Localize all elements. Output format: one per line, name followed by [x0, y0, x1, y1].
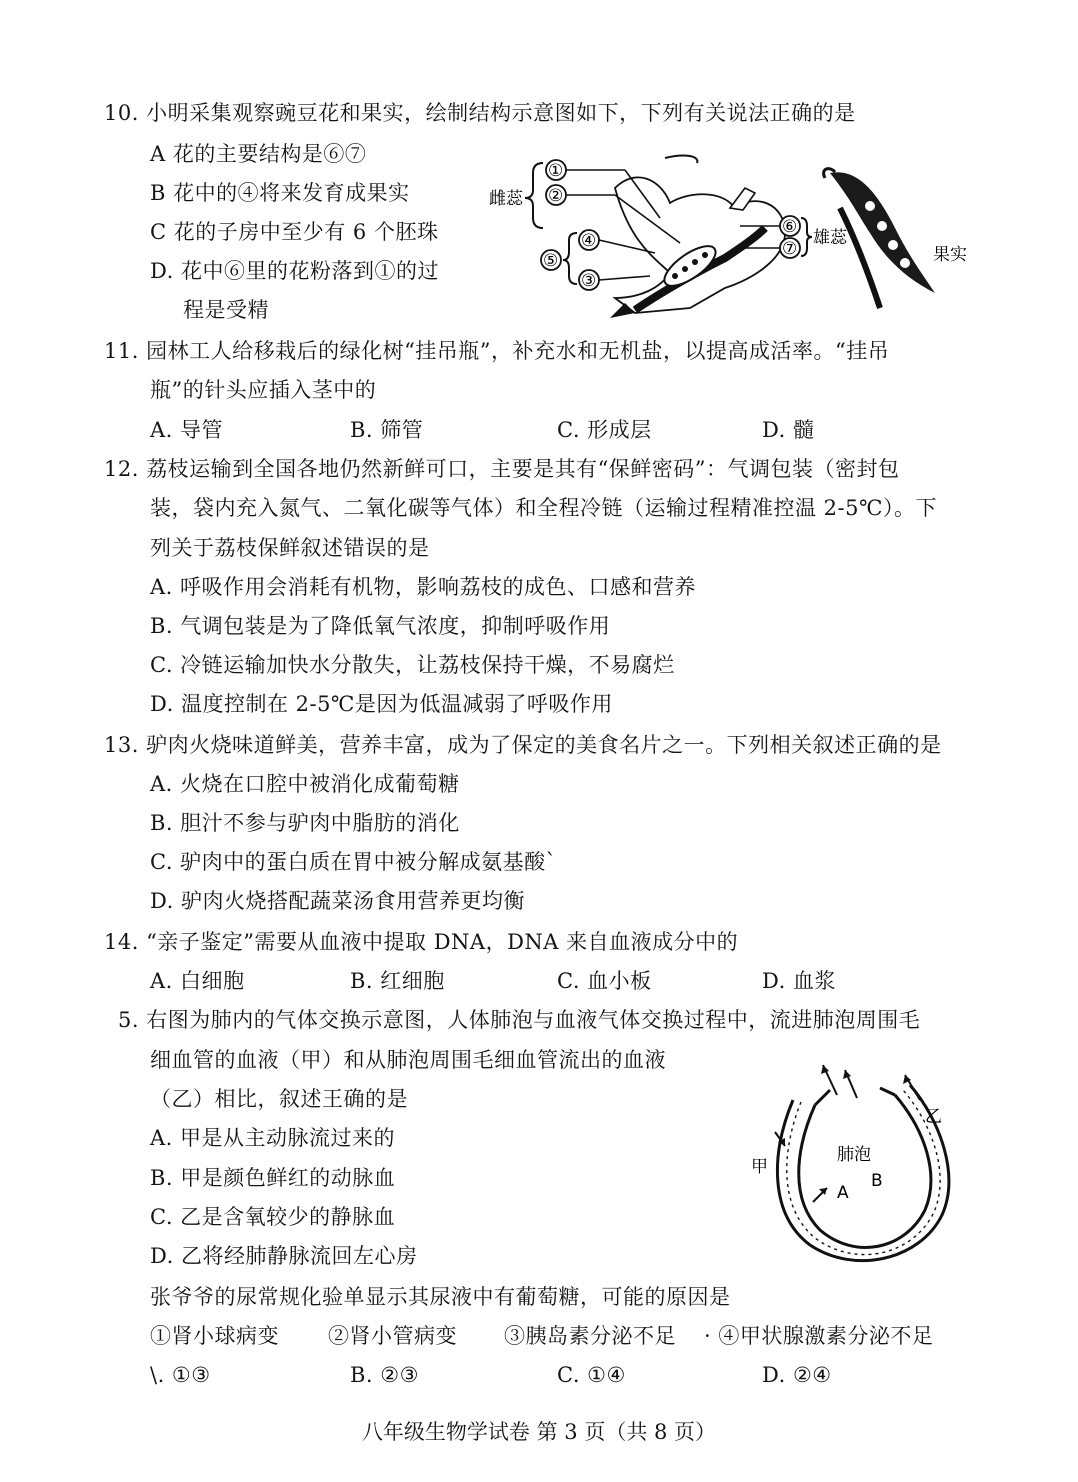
- q10-option-d-cont: 程是受精: [183, 298, 269, 322]
- q16-choice-1: ①肾小球病变: [150, 1324, 279, 1348]
- q15-stem-line-2: 细血管的血液（甲）和从肺泡周围毛细血管流出的血液: [150, 1048, 666, 1072]
- q12-option-a: A. 呼吸作用会消耗有机物，影响荔枝的成色、口感和营养: [150, 575, 697, 599]
- q11-stem-line-2: 瓶”的针头应插入茎中的: [150, 378, 377, 402]
- q14-option-a: A. 白细胞: [150, 969, 245, 993]
- q16-option-a: \. ①③: [150, 1363, 211, 1387]
- q13-option-a: A. 火烧在口腔中被消化成葡萄糖: [150, 772, 460, 796]
- q14-option-b: B. 红细胞: [350, 969, 445, 993]
- q12-stem-line-2: 装，袋内充入氮气、二氧化碳等气体）和全程冷链（运输过程精准控温 2-5℃）。下: [150, 496, 937, 520]
- q10-option-d: D. 花中⑥里的花粉落到①的过: [150, 259, 439, 283]
- marker-2: ②: [548, 186, 564, 206]
- q10-option-b: B 花中的④将来发育成果实: [150, 181, 410, 205]
- marker-4: ④: [581, 231, 597, 251]
- q15-option-a: A. 甲是从主动脉流过来的: [150, 1126, 396, 1150]
- page-footer: 八年级生物学试卷 第 3 页（共 8 页）: [361, 1420, 717, 1444]
- marker-7: ⑦: [782, 239, 798, 259]
- b-label: B: [871, 1171, 883, 1191]
- q13-option-d: D. 驴肉火烧搭配蔬菜汤食用营养更均衡: [150, 889, 525, 913]
- q10-option-a: A 花的主要结构是⑥⑦: [150, 142, 367, 166]
- a-label: A: [837, 1183, 849, 1203]
- q16-choice-3: ③胰岛素分泌不足: [504, 1324, 676, 1348]
- q16-option-c: C. ①④: [557, 1363, 626, 1387]
- q12-option-d: D. 温度控制在 2-5℃是因为低温减弱了呼吸作用: [150, 692, 613, 716]
- q10-stem: 10. 小明采集观察豌豆花和果实，绘制结构示意图如下，下列有关说法正确的是: [104, 101, 856, 125]
- q10-option-c: C 花的子房中至少有 6 个胚珠: [150, 220, 439, 244]
- marker-1: ①: [548, 161, 564, 181]
- q12-option-b: B. 气调包装是为了降低氧气浓度，抑制呼吸作用: [150, 614, 611, 638]
- stamen-label: 雄蕊: [813, 228, 847, 248]
- jia-label: 甲: [751, 1157, 768, 1177]
- q11-option-b: B. 筛管: [350, 418, 424, 442]
- q15-option-b: B. 甲是颜色鲜红的动脉血: [150, 1166, 396, 1190]
- yi-label: 乙: [925, 1107, 942, 1127]
- q16-option-b: B. ②③: [350, 1363, 419, 1387]
- marker-6: ⑥: [782, 217, 798, 237]
- q12-option-c: C. 冷链运输加快水分散失，让荔枝保持干燥，不易腐烂: [150, 653, 675, 677]
- q13-stem: 13. 驴肉火烧味道鲜美，营养丰富，成为了保定的美食名片之一。下列相关叙述正确的是: [104, 733, 942, 757]
- q15-stem-line-3: （乙）相比，叙述王确的是: [150, 1087, 408, 1111]
- q14-option-c: C. 血小板: [557, 969, 652, 993]
- q16-stem: 张爷爷的尿常规化验单显示其尿液中有葡萄糖，可能的原因是: [150, 1285, 731, 1309]
- q14-option-d: D. 血浆: [762, 969, 836, 993]
- q14-stem: 14. “亲子鉴定”需要从血液中提取 DNA，DNA 来自血液成分中的: [104, 930, 739, 954]
- q11-stem-line-1: 11. 园林工人给移栽后的绿化树“挂吊瓶”，补充水和无机盐，以提高成活率。“挂吊: [104, 339, 890, 363]
- q15-option-d: D. 乙将经肺静脉流回左心房: [150, 1244, 418, 1268]
- q15-stem-line-1: 5. 右图为肺内的气体交换示意图，人体肺泡与血液气体交换过程中，流进肺泡周围毛: [118, 1008, 921, 1032]
- flower-fruit-diagram: [485, 148, 975, 328]
- alveolus-label: 肺泡: [837, 1145, 871, 1165]
- q11-option-c: C. 形成层: [557, 418, 652, 442]
- q13-option-b: B. 胆汁不参与驴肉中脂肪的消化: [150, 811, 460, 835]
- pistil-label: 雌蕊: [489, 189, 523, 209]
- fruit-label: 果实: [933, 245, 967, 265]
- q16-choice-4: · ④甲状腺激素分泌不足: [704, 1324, 934, 1348]
- q11-option-a: A. 导管: [150, 418, 224, 442]
- q11-option-d: D. 髓: [762, 418, 815, 442]
- q16-option-d: D. ②④: [762, 1363, 832, 1387]
- alveolus-diagram: [745, 1060, 965, 1270]
- q12-stem-line-3: 列关于荔枝保鲜叙述错误的是: [150, 536, 430, 560]
- q16-choice-2: ②肾小管病变: [328, 1324, 457, 1348]
- marker-3: ③: [581, 271, 597, 291]
- q15-option-c: C. 乙是含氧较少的静脉血: [150, 1205, 396, 1229]
- q13-option-c: C. 驴肉中的蛋白质在胃中被分解成氨基酸`: [150, 850, 557, 874]
- q12-stem-line-1: 12. 荔枝运输到全国各地仍然新鲜可口，主要是其有“保鲜密码”：气调包装（密封包: [104, 457, 900, 481]
- marker-5: ⑤: [543, 251, 559, 271]
